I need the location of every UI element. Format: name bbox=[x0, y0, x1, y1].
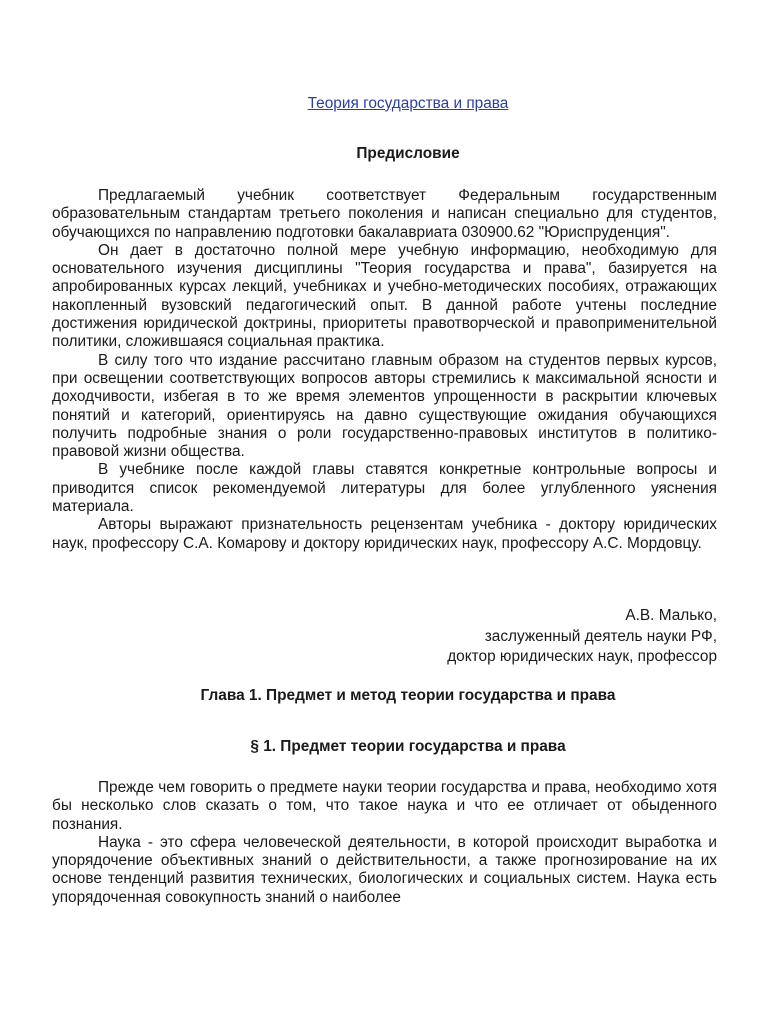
book-title-link[interactable]: Теория государства и права bbox=[307, 95, 509, 112]
author-name: А.В. Малько, bbox=[625, 607, 717, 624]
paragraph: Прежде чем говорить о предмете науки теории государства и права, необходимо хотя бы несколько слов сказать о том, что такое наука и что ее отличает от обыденного познания. bbox=[52, 779, 717, 833]
paragraph: В учебнике после каждой главы ставятся конкретные контрольные вопросы и приводится список рекомендуемой литературы для более углубленного уяснения материала. bbox=[52, 461, 717, 516]
author-degree: доктор юридических наук, профессор bbox=[447, 648, 717, 665]
preface-text bbox=[52, 187, 717, 553]
paragraph: Он дает в достаточно полной мере учебную информацию, необходимую для основательного изучения дисциплины "Теория государства и права", базируется на апробированных курсах лекций, учебниках и учебно-методических пособиях, отражающих накопленный вузовский педагогический опыт. В данной работе учтены последние достижения юридической доктрины, приоритеты правотворческой и правоприменительной политики, сложившаяся социальная практика. bbox=[52, 241, 717, 351]
paragraph: Авторы выражают признательность рецензентам учебника - доктору юридических наук, профессору С.А. Комарову и доктору юридических наук, профессору А.С. Мордовцу. bbox=[52, 516, 717, 552]
section-text bbox=[52, 779, 717, 907]
chapter-heading: Глава 1. Предмет и метод теории государства и права bbox=[200, 687, 616, 704]
paragraph: Наука - это сфера человеческой деятельности, в которой происходит выработка и упорядочение объективных знаний о действительности, а также прогнозирование на их основе тенденций развития технических, биологических и социальных систем. Наука есть упорядоченная совокупность знаний о наиболее bbox=[52, 833, 717, 906]
paragraph: В силу того что издание рассчитано главным образом на студентов первых курсов, при освещении соответствующих вопросов авторы стремились к максимальной ясности и доходчивости, избегая в то же время элементов упрощенности в раскрытии ключевых понятий и категорий, ориентируясь на давно существующие ожидания обучающихся получить подробные знания о роли государственно-правовых институтов в политико-правовой жизни общества. bbox=[52, 351, 717, 461]
preface-heading: Предисловие bbox=[356, 145, 460, 162]
author-title: заслуженный деятель науки РФ, bbox=[484, 627, 717, 645]
author-signature bbox=[447, 606, 717, 668]
paragraph: Предлагаемый учебник соответствует Федеральным государственным образовательным стандартам третьего поколения и написан специально для студентов, обучающихся по направлению подготовки бакалавриата 030900.62 "Юриспруденция". bbox=[52, 187, 717, 241]
section-heading: § 1. Предмет теории государства и права bbox=[250, 738, 566, 755]
